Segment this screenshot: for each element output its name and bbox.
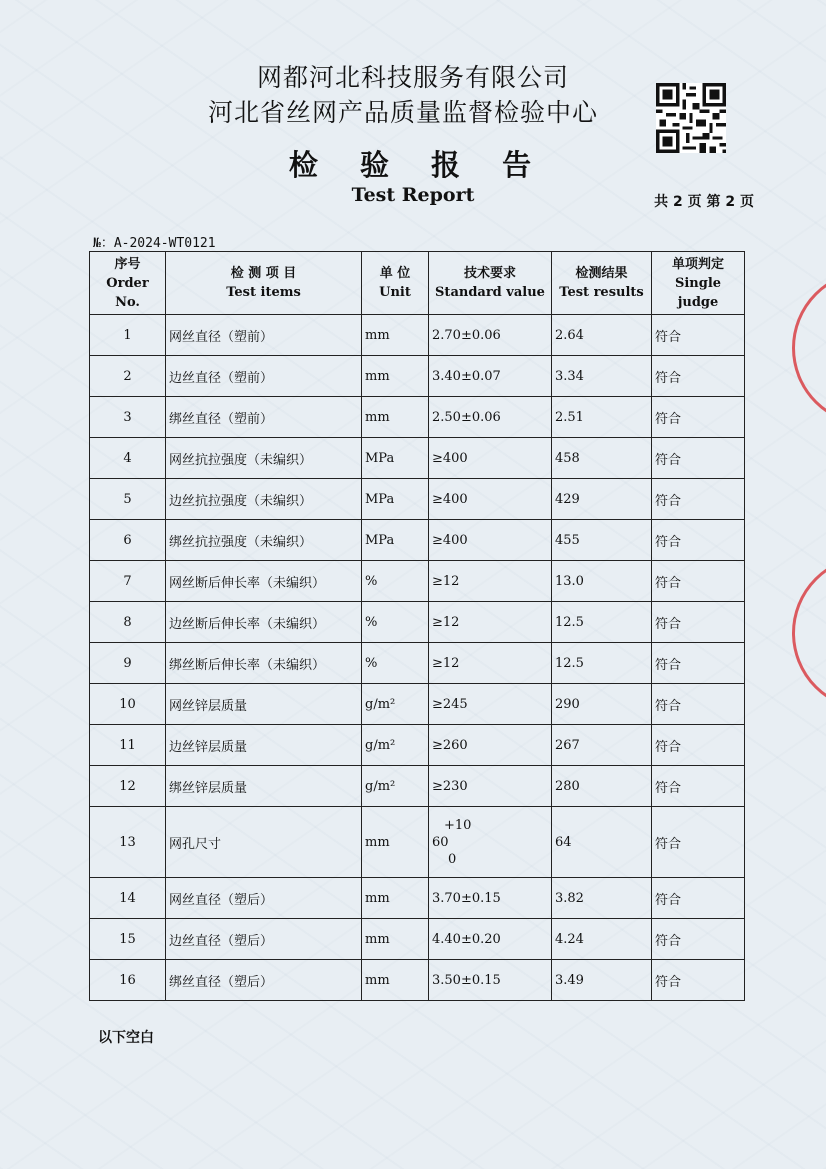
cell-judge: 符合 bbox=[652, 397, 745, 438]
cell-item: 边丝抗拉强度（未编织） bbox=[166, 479, 362, 520]
cell-judge: 符合 bbox=[652, 643, 745, 684]
cell-order: 4 bbox=[90, 438, 166, 479]
cell-item: 绑丝抗拉强度（未编织） bbox=[166, 520, 362, 561]
cell-judge: 符合 bbox=[652, 919, 745, 960]
cell-result: 458 bbox=[552, 438, 652, 479]
cell-order: 16 bbox=[90, 960, 166, 1001]
cell-judge: 符合 bbox=[652, 725, 745, 766]
cell-result: 280 bbox=[552, 766, 652, 807]
cell-standard: ≥12 bbox=[429, 602, 552, 643]
cell-result: 13.0 bbox=[552, 561, 652, 602]
report-number: №：A-2024-WT0121 bbox=[93, 236, 216, 251]
cell-standard: ≥230 bbox=[429, 766, 552, 807]
table-row bbox=[90, 878, 745, 919]
red-seal-top bbox=[792, 270, 826, 426]
cell-result: 12.5 bbox=[552, 602, 652, 643]
table-row bbox=[90, 684, 745, 725]
cell-standard: ≥400 bbox=[429, 479, 552, 520]
table-row bbox=[90, 356, 745, 397]
red-seal-bottom bbox=[792, 555, 826, 711]
table-row bbox=[90, 807, 745, 878]
cell-order: 13 bbox=[90, 807, 166, 878]
cell-order: 14 bbox=[90, 878, 166, 919]
cell-standard: 3.40±0.07 bbox=[429, 356, 552, 397]
cell-unit: mm bbox=[362, 807, 429, 878]
cell-order: 12 bbox=[90, 766, 166, 807]
inspection-center-name: 河北省丝网产品质量监督检验中心 bbox=[207, 98, 598, 127]
page-count: 共 2 页 第 2 页 bbox=[654, 194, 754, 210]
header-item: 检 测 项 目 Test items bbox=[166, 252, 362, 315]
cell-item: 绑丝断后伸长率（未编织） bbox=[166, 643, 362, 684]
cell-item: 绑丝直径（塑后） bbox=[166, 960, 362, 1001]
cell-judge: 符合 bbox=[652, 356, 745, 397]
cell-standard: 2.70±0.06 bbox=[429, 315, 552, 356]
tolerance-value: +10 60 0 bbox=[432, 817, 472, 867]
cell-standard: ≥12 bbox=[429, 643, 552, 684]
cell-standard: ≥400 bbox=[429, 438, 552, 479]
cell-item: 网丝抗拉强度（未编织） bbox=[166, 438, 362, 479]
table-row bbox=[90, 315, 745, 356]
header-unit: 单 位 Unit bbox=[362, 252, 429, 315]
cell-standard: ≥245 bbox=[429, 684, 552, 725]
cell-judge: 符合 bbox=[652, 602, 745, 643]
company-name: 网都河北科技服务有限公司 bbox=[256, 63, 569, 92]
cell-item: 网丝直径（塑后） bbox=[166, 878, 362, 919]
table-row bbox=[90, 479, 745, 520]
cell-judge: 符合 bbox=[652, 520, 745, 561]
cell-unit: mm bbox=[362, 356, 429, 397]
cell-order: 5 bbox=[90, 479, 166, 520]
cell-result: 64 bbox=[552, 807, 652, 878]
cell-order: 6 bbox=[90, 520, 166, 561]
table-row bbox=[90, 643, 745, 684]
cell-result: 267 bbox=[552, 725, 652, 766]
header-result: 检测结果 Test results bbox=[552, 252, 652, 315]
cell-standard: ≥400 bbox=[429, 520, 552, 561]
cell-unit: % bbox=[362, 602, 429, 643]
cell-item: 边丝断后伸长率（未编织） bbox=[166, 602, 362, 643]
cell-order: 1 bbox=[90, 315, 166, 356]
cell-unit: mm bbox=[362, 919, 429, 960]
cell-judge: 符合 bbox=[652, 960, 745, 1001]
cell-standard: ≥12 bbox=[429, 561, 552, 602]
cell-order: 2 bbox=[90, 356, 166, 397]
report-title-en: Test Report bbox=[351, 184, 475, 206]
cell-item: 网丝直径（塑前） bbox=[166, 315, 362, 356]
header-standard: 技术要求 Standard value bbox=[429, 252, 552, 315]
cell-judge: 符合 bbox=[652, 684, 745, 725]
cell-unit: mm bbox=[362, 397, 429, 438]
cell-order: 7 bbox=[90, 561, 166, 602]
header-order: 序号 Order No. bbox=[90, 252, 166, 315]
cell-item: 边丝直径（塑后） bbox=[166, 919, 362, 960]
table-row bbox=[90, 960, 745, 1001]
cell-unit: g/m² bbox=[362, 725, 429, 766]
cell-order: 8 bbox=[90, 602, 166, 643]
cell-result: 3.49 bbox=[552, 960, 652, 1001]
cell-item: 网丝断后伸长率（未编织） bbox=[166, 561, 362, 602]
cell-standard: 3.50±0.15 bbox=[429, 960, 552, 1001]
cell-unit: MPa bbox=[362, 438, 429, 479]
report-title-cn: 检 验 报 告 bbox=[288, 148, 548, 182]
header-judge: 单项判定 Single judge bbox=[652, 252, 745, 315]
cell-unit: mm bbox=[362, 878, 429, 919]
cell-item: 边丝直径（塑前） bbox=[166, 356, 362, 397]
cell-unit: % bbox=[362, 561, 429, 602]
cell-judge: 符合 bbox=[652, 807, 745, 878]
cell-result: 2.64 bbox=[552, 315, 652, 356]
cell-unit: g/m² bbox=[362, 684, 429, 725]
cell-result: 2.51 bbox=[552, 397, 652, 438]
cell-result: 3.82 bbox=[552, 878, 652, 919]
table-row bbox=[90, 397, 745, 438]
cell-result: 4.24 bbox=[552, 919, 652, 960]
table-row bbox=[90, 520, 745, 561]
cell-standard: 3.70±0.15 bbox=[429, 878, 552, 919]
table-header-row bbox=[90, 252, 745, 315]
test-results-table bbox=[89, 251, 745, 1001]
table-row bbox=[90, 766, 745, 807]
cell-item: 绑丝锌层质量 bbox=[166, 766, 362, 807]
cell-item: 网丝锌层质量 bbox=[166, 684, 362, 725]
cell-item: 网孔尺寸 bbox=[166, 807, 362, 878]
cell-order: 10 bbox=[90, 684, 166, 725]
cell-standard: ≥260 bbox=[429, 725, 552, 766]
cell-judge: 符合 bbox=[652, 766, 745, 807]
cell-unit: mm bbox=[362, 315, 429, 356]
blank-below-note: 以下空白 bbox=[98, 1030, 154, 1046]
cell-result: 290 bbox=[552, 684, 652, 725]
table-row bbox=[90, 438, 745, 479]
cell-order: 11 bbox=[90, 725, 166, 766]
table-row bbox=[90, 561, 745, 602]
cell-judge: 符合 bbox=[652, 315, 745, 356]
cell-unit: MPa bbox=[362, 520, 429, 561]
cell-result: 12.5 bbox=[552, 643, 652, 684]
cell-item: 绑丝直径（塑前） bbox=[166, 397, 362, 438]
cell-judge: 符合 bbox=[652, 561, 745, 602]
cell-order: 3 bbox=[90, 397, 166, 438]
cell-result: 429 bbox=[552, 479, 652, 520]
table-row bbox=[90, 919, 745, 960]
cell-judge: 符合 bbox=[652, 878, 745, 919]
cell-result: 455 bbox=[552, 520, 652, 561]
cell-order: 9 bbox=[90, 643, 166, 684]
cell-standard bbox=[429, 807, 552, 878]
cell-unit: % bbox=[362, 643, 429, 684]
cell-result: 3.34 bbox=[552, 356, 652, 397]
table-row bbox=[90, 602, 745, 643]
cell-order: 15 bbox=[90, 919, 166, 960]
cell-unit: MPa bbox=[362, 479, 429, 520]
cell-unit: g/m² bbox=[362, 766, 429, 807]
table-row bbox=[90, 725, 745, 766]
cell-item: 边丝锌层质量 bbox=[166, 725, 362, 766]
cell-unit: mm bbox=[362, 960, 429, 1001]
cell-standard: 4.40±0.20 bbox=[429, 919, 552, 960]
cell-judge: 符合 bbox=[652, 479, 745, 520]
cell-judge: 符合 bbox=[652, 438, 745, 479]
cell-standard: 2.50±0.06 bbox=[429, 397, 552, 438]
